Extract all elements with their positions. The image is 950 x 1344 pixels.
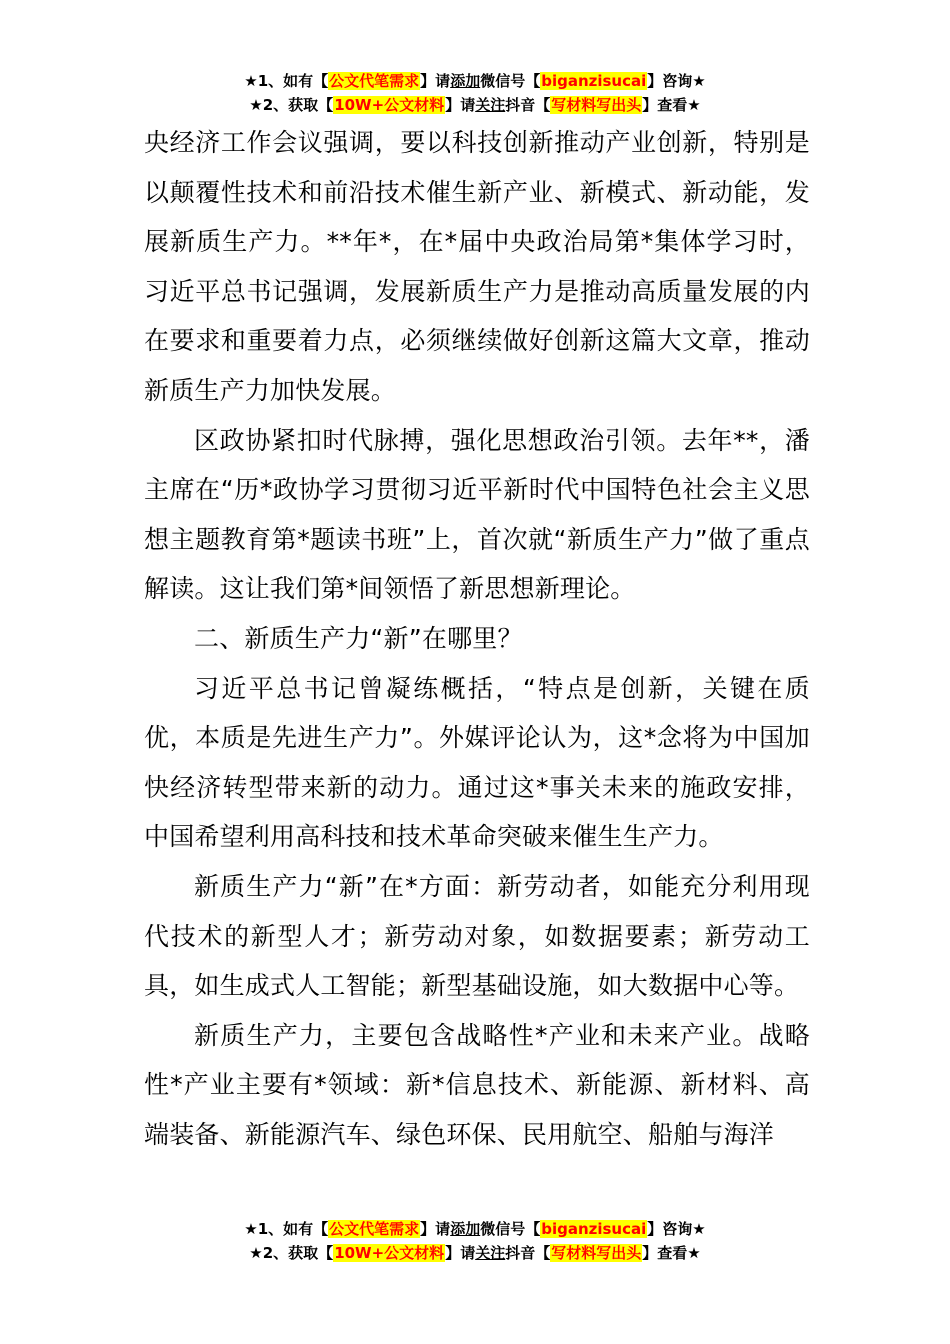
highlight-text: 公文代笔需求 bbox=[329, 72, 420, 90]
douyin-account: 写材料写出头 bbox=[551, 1244, 642, 1262]
wechat-id: biganzisucai bbox=[541, 72, 647, 90]
section-heading: 二、新质生产力“新”在哪里？ bbox=[194, 623, 523, 653]
underlined-text: 关注 bbox=[475, 96, 506, 114]
highlight-text: 公文代笔需求 bbox=[329, 1220, 420, 1238]
paragraph: 央经济工作会议强调，要以科技创新推动产业创新，特别是以颠覆性技术和前沿技术催生新产业、新模式、新动能，发展新质生产力。**年*，在*届中央政治局第*集体学习时，习近平总书记强调，发展新质生产力是推动高质量发展的内在要求和重要着力点，必须继续做好创新这篇大文章，推动新质生产力加快发展。 bbox=[144, 128, 810, 405]
banner-line-1: ★1、如有【公文代笔需求】请添加微信号【biganzisucai】咨询★ bbox=[244, 72, 706, 90]
paragraph: 新质生产力“新”在*方面：新劳动者，如能充分利用现代技术的新型人才；新劳动对象，如数据要素；新劳动工具，如生成式人工智能；新型基础设施，如大数据中心等。 bbox=[144, 871, 810, 1001]
document-body bbox=[144, 118, 810, 1159]
paragraph: 新质生产力，主要包含战略性*产业和未来产业。战略性*产业主要有*领域：新*信息技术、新能源、新材料、高端装备、新能源汽车、绿色环保、民用航空、船舶与海洋 bbox=[144, 1020, 810, 1149]
douyin-account: 写材料写出头 bbox=[551, 96, 642, 114]
banner-line-2: ★2、获取【10W+公文材料】请关注抖音【写材料写出头】查看★ bbox=[249, 96, 701, 114]
banner-line-2: ★2、获取【10W+公文材料】请关注抖音【写材料写出头】查看★ bbox=[249, 1244, 701, 1262]
underlined-text: 关注 bbox=[475, 1244, 506, 1262]
banner-line-1: ★1、如有【公文代笔需求】请添加微信号【biganzisucai】咨询★ bbox=[244, 1220, 706, 1238]
underlined-text: 添加 bbox=[450, 1220, 481, 1238]
underlined-text: 添加 bbox=[450, 72, 481, 90]
wechat-id: biganzisucai bbox=[541, 1220, 647, 1238]
paragraph: 习近平总书记曾凝练概括，“特点是创新，关键在质优，本质是先进生产力”。外媒评论认为，这*念将为中国加快经济转型带来新的动力。通过这*事关未来的施政安排，中国希望利用高科技和技术革命突破来催生生产力。 bbox=[144, 673, 810, 852]
paragraph: 区政协紧扣时代脉搏，强化思想政治引领。去年**，潘主席在“历*政协学习贯彻习近平新时代中国特色社会主义思想主题教育第*题读书班”上，首次就“新质生产力”做了重点解读。这让我们第*间领悟了新思想新理论。 bbox=[144, 425, 810, 604]
highlight-text: 10W+公文材料 bbox=[334, 1244, 445, 1262]
footer-banner bbox=[0, 1217, 950, 1265]
highlight-text: 10W+公文材料 bbox=[334, 96, 445, 114]
header-banner bbox=[0, 69, 950, 117]
